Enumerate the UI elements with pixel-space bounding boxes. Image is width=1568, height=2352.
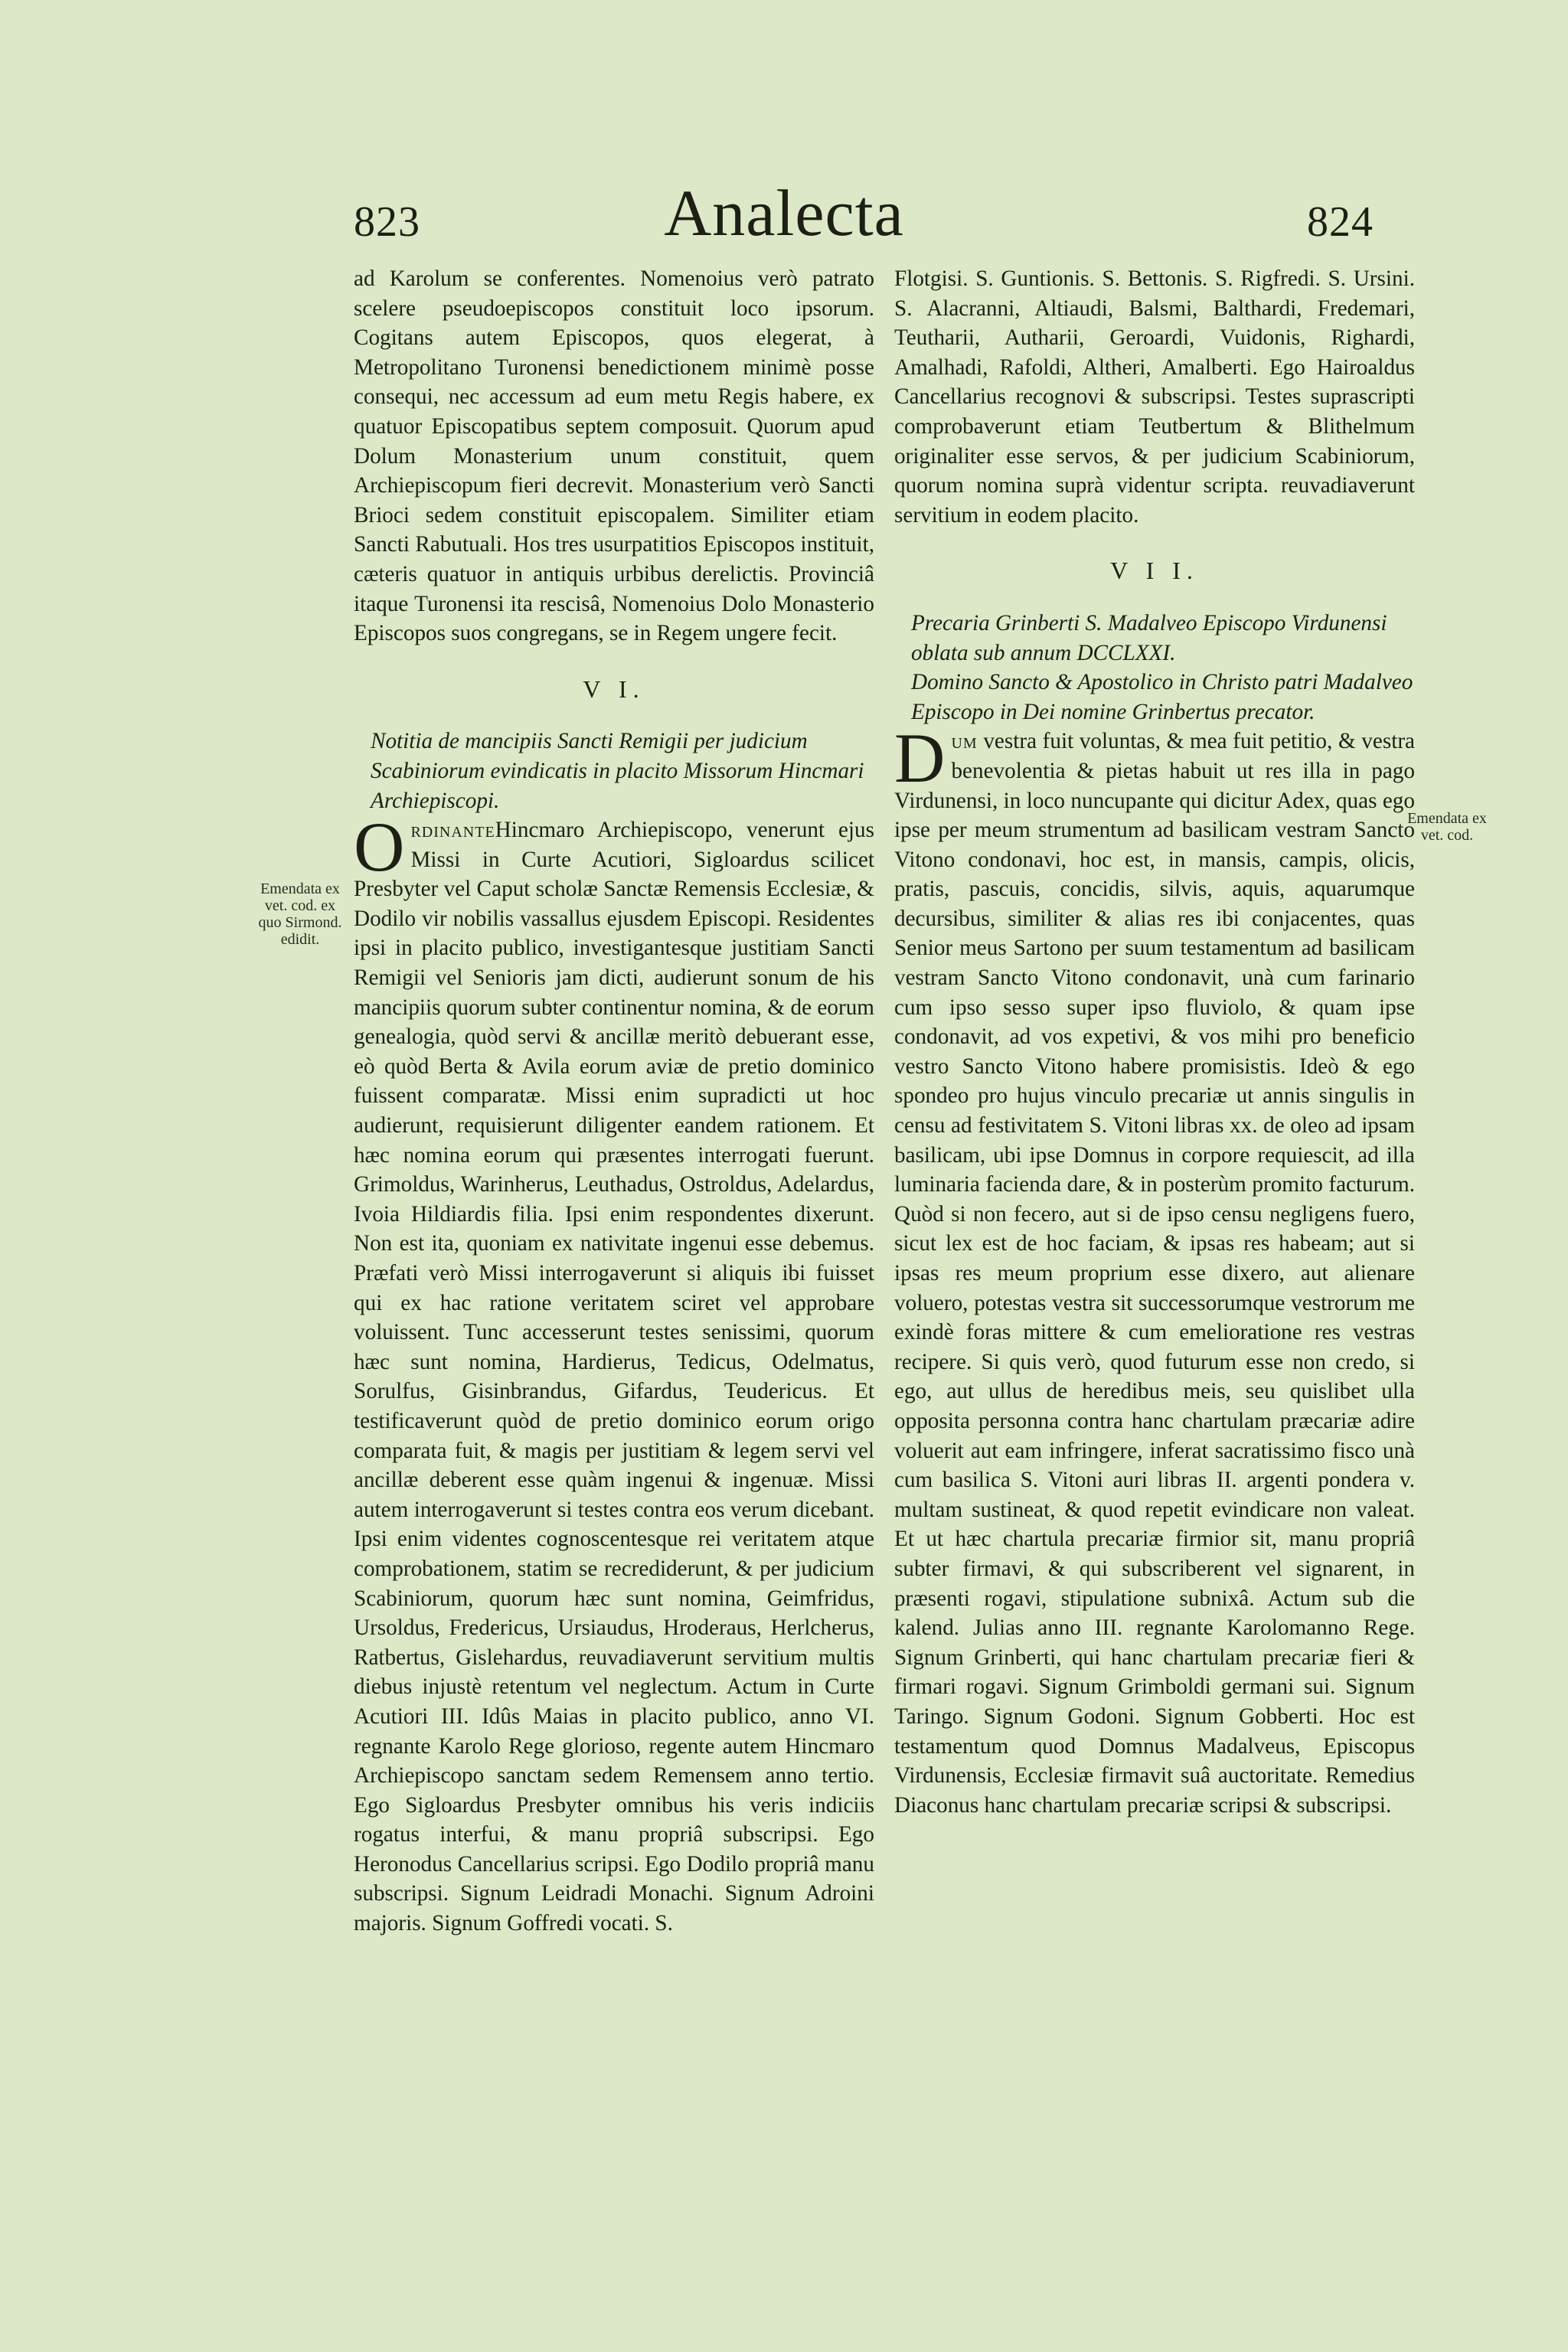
section-vii-address: Domino Sancto & Apostolico in Christo patri Madalveo Episcopo in Dei nomine Grinbertus precator. xyxy=(911,670,1413,724)
margin-note-right: Emendata ex vet. cod. xyxy=(1407,810,1487,844)
section-title-vi: Notitia de mancipiis Sancti Remigii per judicium Scabiniorum evindicatis in placito Missorum Hincmari Archiepiscopi. xyxy=(371,729,864,813)
right-intro-paragraph: Flotgisi. S. Guntionis. S. Bettonis. S. Rigfredi. S. Ursini. S. Alacranni, Altiaudi, Balsmi, Balthardi, Fredemari, Teutharii, Autharii, Geroardi, Vuidonis, Righardi, Amalhadi, Rafoldi, Altheri, Amalberti. Ego Hairoaldus Cancellarius recognovi & subscripsi. Testes suprascripti comprobaverunt etiam Teutbertum & Blithelmum originaliter esse servos, & per judicium Scabiniorum, quorum nomina suprà videntur scripta. reuvadiaverunt servitium in eodem placito. xyxy=(894,266,1415,528)
section-vii-first-word: um xyxy=(951,729,978,754)
left-intro-paragraph: ad Karolum se conferentes. Nomenoius verò patrato scelere pseudoepiscopos constituit loco ipsorum. Cogitans autem Episcopos, quos elegerat, à Metropolitano Turonensi benedictionem minimè posse consequi, nec accessum ad eum metu Regis habere, ex quatuor Episcopatibus septem composuit. Quorum apud Dolum Monasterium unum constituit, quem Archiepiscopum fieri decrevit. Monasterium verò Sancti Brioci sedem constituit episcopalem. Similiter etiam Sancti Rabutuali. Hos tres usurpatitios Episcopos instituit, cæteris quatuor in antiquis urbibus derelictis. Provinciâ itaque Turonensi ita rescisâ, Nomenoius Dolo Monasterio Episcopos suos congregans, se in Regem ungere fecit. xyxy=(354,266,874,646)
section-vii-text: vestra fuit voluntas, & mea fuit petitio, & vestra benevolentia & pietas habuit ut res illa in pago Virdunensi, in loco nuncupante qui dicitur Adex, quas ego ipse per meum strumentum ad basilicam vestram Sancto Vitono condonavi, hoc est, in mansis, campis, olicis, pratis, pascuis, concidis, silvis, aquis, aquarumque decursibus, similiter & alias res ibi conjacentes, quas Senior meus Sartono per suum testamentum ad basilicam vestram Sancto Vitono condonavit, unà cum farinario cum ipso sesso super ipso fluviolo, & quam ipse condonavit, ad vos expetivi, & vos mihi pro beneficio vestro Sancto Vitono habere promisistis. Ideò & ego spondeo pro hujus vinculo precariæ ut annis singulis in censu ad festivitatem S. Vitoni libras xx. de oleo ad ipsam basilicam, ubi ipse Domnus in corpore requiescit, ad illa luminaria facienda dare, & in posterùm promito facturum. Quòd si non fecero, aut si de ipso censu negligens fuero, sicut lex est de hoc faciam, & ipsas res habeam; aut si ipsas res meum proprium esse dixero, aut alienare voluero, potestas vestra sit successorumque vestrorum me exindè foras mittere & cum emelioratione res vestras recipere. Si quis verò, quod futurum esse non credo, si ego, aut ullus de heredibus meis, seu quislibet ulla opposita personna contra hanc chartulam præcariæ adire voluerit aut eam infringere, inferat sacratissimo fisco unà cum basilica S. Vitoni auri libras II. argenti pondera v. multam sustineat, & quod repetit evindicare non valeat. Et ut hæc chartula precariæ firmior sit, manu propriâ subter firmavi, & qui subscriberent vel signarent, in præsenti rogavi, stipulatione subnixâ. Actum sub die kalend. Julias anno III. regnante Karolomanno Rege. Signum Grinberti, qui hanc chartulam precariæ fieri & firmari rogavi. Signum Grimboldi germani sui. Signum Taringo. Signum Godoni. Signum Gobberti. Hoc est testamentum quod Domnus Madalveus, Episcopus Virdunensis, Ecclesiæ firmavit suâ auctoritate. Remedius Diaconus hanc chartulam precariæ scripsi & subscripsi. xyxy=(894,729,1415,1818)
section-heading-vi: V I. xyxy=(583,675,645,703)
left-column xyxy=(354,264,874,1939)
section-vi-body xyxy=(354,808,874,1939)
section-vii-body xyxy=(894,719,1415,1820)
page-number-right: 824 xyxy=(1307,198,1374,246)
section-vi-text: Hincmaro Archiepiscopo, venerunt ejus Missi in Curte Acutiori, Sigloardus scilicet Presbyter vel Caput scholæ Sanctæ Remensis Ecclesiæ, & Dodilo vir nobilis vassallus ejusdem Episcopi. Residentes ipsi in placito publico, investigantesque justitiam Sancti Remigii vel Senioris jam dicti, audierunt sonum de his mancipiis quorum subter continentur nomina, & de eorum genealogia, quòd servi & ancillæ meritò debuerant esse, eò quòd Berta & Avila eorum aviæ de pretio dominico fuissent comparatæ. Missi enim supradicti ut hoc audierunt, requisierunt diligenter eandem rationem. Et hæc nomina eorum qui præsentes interrogati fuerunt. Grimoldus, Warinherus, Leuthadus, Ostroldus, Adelardus, Ivoia Hildiardis filia. Ipsi enim respondentes dixerunt. Non est ita, quoniam ex nativitate ingenui esse debemus. Præfati verò Missi interrogaverunt si aliquis ibi fuisset qui ex hac ratione veritatem sciret vel approbare voluissent. Tunc accesserunt testes senissimi, quorum hæc sunt nomina, Hardierus, Tedicus, Odelmatus, Sorulfus, Gisinbrandus, Gifardus, Teudericus. Et testificaverunt quòd de pretio dominico eorum origo comparata fuit, & magis per justitiam & legem servi vel ancillæ deberent esse quàm ingenui & ingenuæ. Missi autem interrogaverunt si testes contra eos verum dicebant. Ipsi enim videntes cognoscentesque rei veritatem atque comprobationem, statim se recrediderunt, & per judicium Scabiniorum, quorum hæc sunt nomina, Geimfridus, Ursoldus, Fredericus, Ursiaudus, Hroderaus, Herlcherus, Ratbertus, Gislehardus, reuvadiaverunt servitium multis diebus injustè retentum vel neglectum. Actum in Curte Acutiori III. Idûs Maias in placito publico, anno VI. regnante Karolo Rege glorioso, regente autem Hincmaro Archiepiscopo sanctam sedem Remensem anno tertio. Ego Sigloardus Presbyter omnibus his veris indiciis rogatus interfui, & manu propriâ subscripsi. Ego Heronodus Cancellarius scripsi. Ego Dodilo propriâ manu subscripsi. Signum Leidradi Monachi. Signum Adroini majoris. Signum Goffredi vocati. S. xyxy=(354,818,874,1936)
drop-cap-d: D xyxy=(894,719,946,798)
page-title: Analecta xyxy=(664,176,904,250)
page-header xyxy=(0,175,1568,259)
section-title-vii: Precaria Grinberti S. Madalveo Episcopo Virdunensi oblata sub annum DCCLXXI. xyxy=(911,610,1387,665)
section-heading-vii: V I I. xyxy=(1110,557,1199,585)
drop-cap-o: O xyxy=(354,808,405,887)
margin-note-left: Emendata ex vet. cod. ex quo Sirmond. edidit. xyxy=(258,880,342,948)
page-number-left: 823 xyxy=(354,198,420,246)
right-column xyxy=(894,264,1415,1820)
section-vi-first-word: rdinante xyxy=(410,818,495,843)
